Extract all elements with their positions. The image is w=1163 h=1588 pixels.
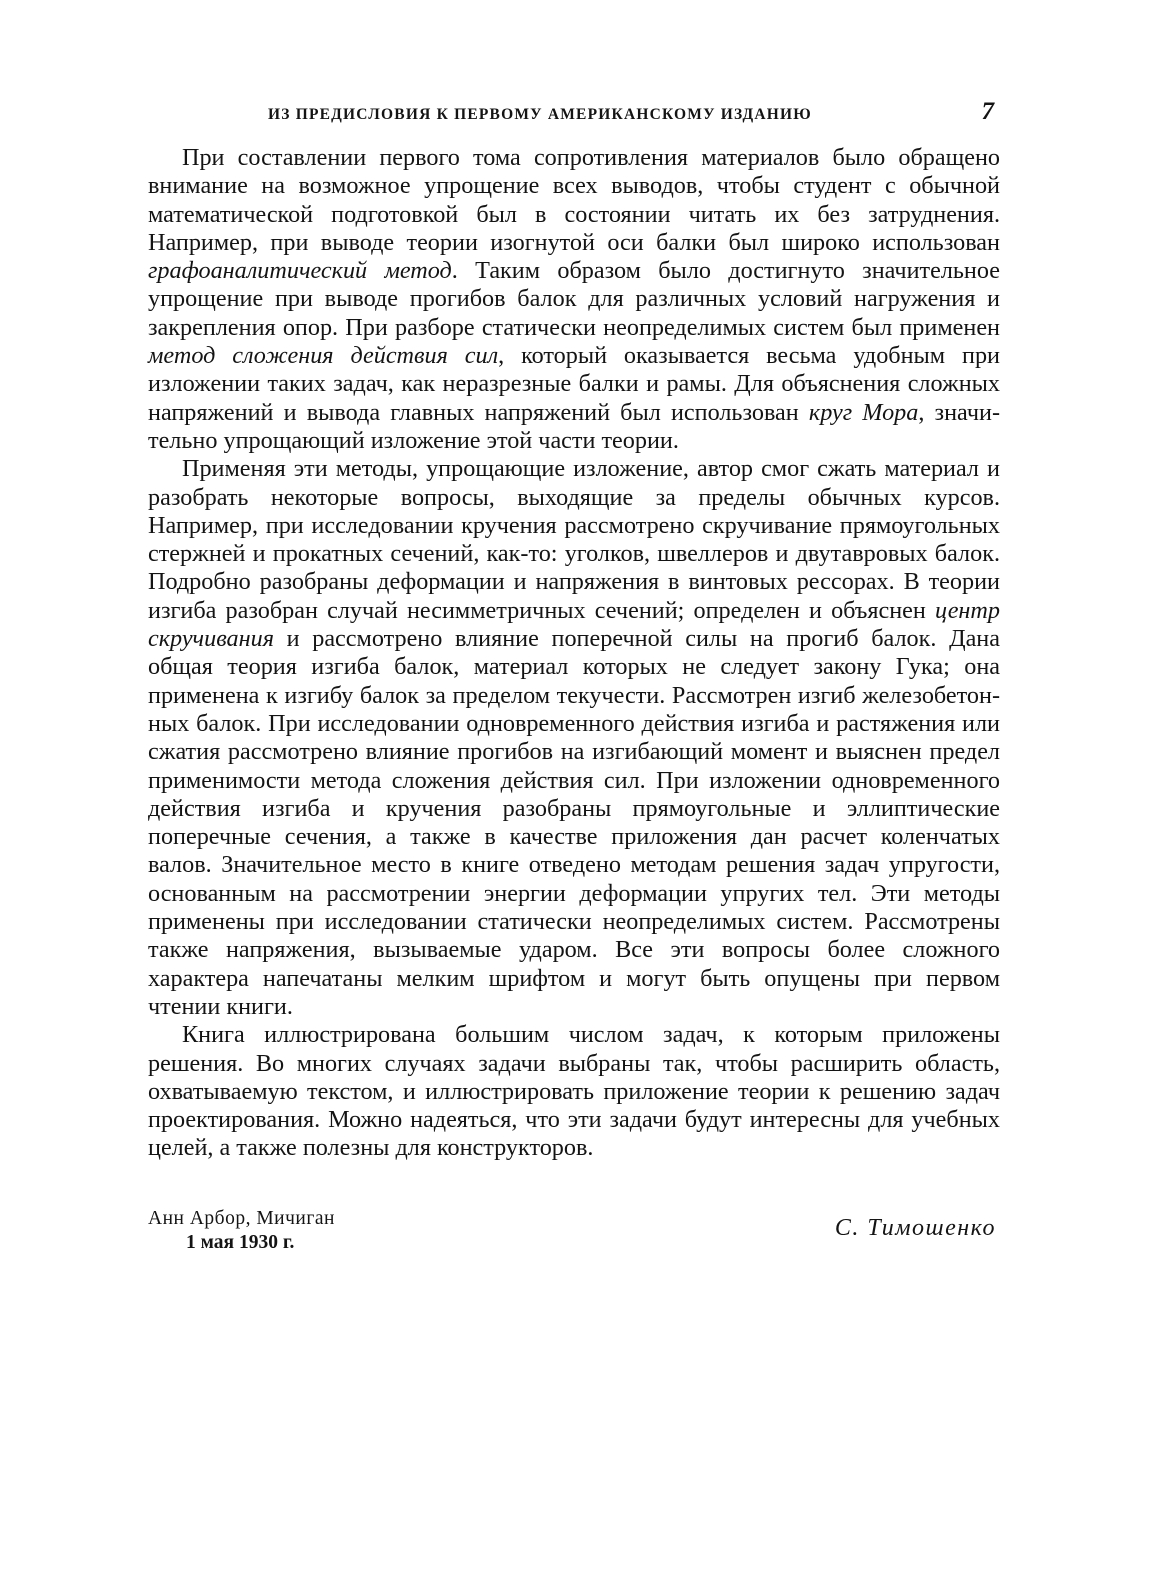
paragraph-2 — [148, 455, 1000, 1021]
italic-term: центр скручивания — [148, 596, 1000, 653]
body-text — [148, 144, 1000, 1163]
italic-term: круг Мора — [808, 398, 919, 426]
paragraph-3 — [148, 1021, 1000, 1162]
text-run: , значительно упрощающий изложение этой части теории. — [148, 398, 1000, 454]
signature-block — [148, 1207, 1000, 1267]
signature-author: С. Тимошенко — [834, 1214, 996, 1241]
book-page — [148, 98, 1000, 1267]
italic-term: метод сложения действия сил — [148, 342, 499, 370]
text-run: и рассмотрено влияние поперечной силы на прогиб балок. Дана общая теория изгиба балок, материал которых не следует закону Гука; она применена к изгибу балок за пределом текучести. Рассмотрен изгиб железобетонных балок. При исследовании одновременного действия изгиба и растяжения или сжатия рассмотрено влияние прогибов на изгибающий момент и выяснен предел применимости метода сложения действия сил. При изложении одновременного действия изгиба и кручения разобраны прямоугольные и эллиптические поперечные сечения, а также в качестве приложения дан расчет коленчатых валов. Значительное место в книге отведено методам решения задач упругости, основанным на рассмотрении энергии деформации упругих тел. Эти методы применены при исследовании статически неопределимых систем. Рассмотрены также напряжения, вызываемые ударом. Все эти вопросы более сложного характера напечатаны мелким шрифтом и могут быть опущены при первом чтении книги. — [148, 625, 1000, 1020]
signature-place: Анн Арбор, Мичиган — [148, 1207, 335, 1229]
page-number: 7 — [981, 98, 994, 125]
text-run: При составлении первого тома сопротивления материалов было обращено внимание на возможное упрощение всех выводов, чтобы студент с обычной математической подготовкой был в состоянии читать их без затруднения. Например, при выводе теории изогнутой оси балки был широко использован — [148, 144, 1000, 256]
running-head — [148, 98, 1000, 134]
italic-term: графоаналитический метод — [148, 257, 452, 285]
text-run: . Таким образом было достигнуто значительное упрощение при выводе прогибов балок для различных условий нагружения и закрепления опор. При разборе статически неопределимых систем был применен — [148, 257, 1000, 341]
text-run: Применяя эти методы, упрощающие изложение, автор смог сжать материал и разобрать некоторые вопросы, выходящие за пределы обычных курсов. Например, при исследовании кручения рассмотрено скручивание прямоугольных стержней и прокатных сечений, как-то: уголков, швеллеров и двутавровых балок. Подробно разобраны деформации и напряжения в винтовых рессорах. В теории изгиба разобран случай несимметричных сечений; определен и объяснен — [148, 455, 1000, 624]
signature-date: 1 мая 1930 г. — [186, 1231, 295, 1253]
text-run: Книга иллюстрирована большим числом задач, к которым приложены решения. Во многих случаях задачи выбраны так, чтобы расширить область, охватываемую текстом, и иллюстрировать приложение теории к решению задач проектирования. Можно надеяться, что эти задачи будут интересны для учебных целей, а также полезны для конструкторов. — [148, 1021, 1000, 1162]
running-title: ИЗ ПРЕДИСЛОВИЯ К ПЕРВОМУ АМЕРИКАНСКОМУ ИЗДАНИЮ — [268, 106, 812, 123]
paragraph-1 — [148, 144, 1000, 455]
text-run: , который оказывается весьма удобным при изложении таких задач, как неразрезные балки и рамы. Для объяснения сложных напряжений и вывода главных напряжений был использован — [148, 342, 1000, 426]
